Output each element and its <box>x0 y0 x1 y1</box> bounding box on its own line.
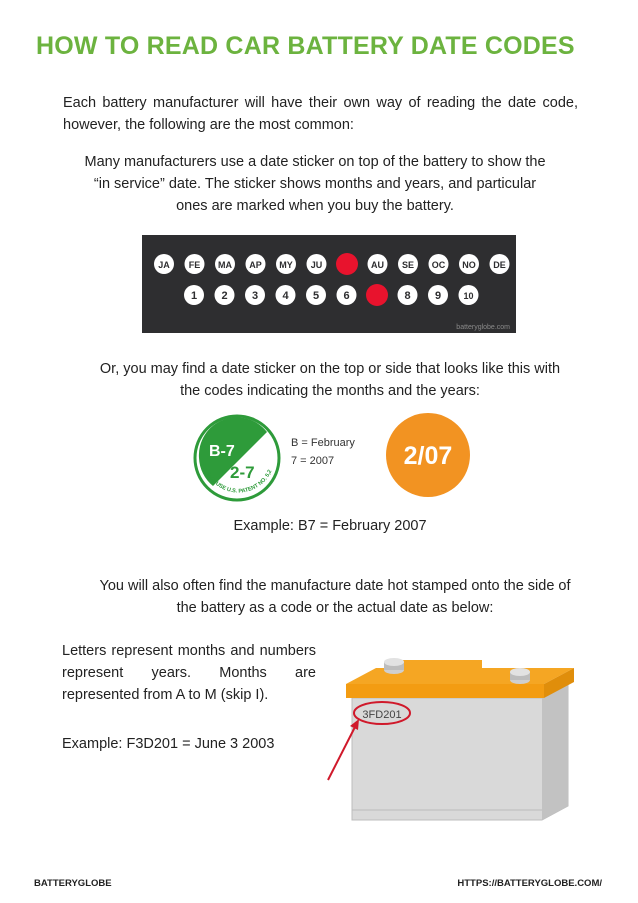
month-year-sticker-image <box>142 235 516 333</box>
circle-patent-text: MAY USE U.S. PATENT NO. 5,2 <box>205 469 274 495</box>
month-label: OC <box>431 260 446 270</box>
b7-circle-sticker <box>193 414 281 507</box>
month-label: FE <box>188 260 201 270</box>
battery-illustration <box>322 640 582 840</box>
sticker-example: Example: B7 = February 2007 <box>233 518 427 534</box>
page-title: HOW TO READ CAR BATTERY DATE CODES <box>36 32 575 60</box>
year-label: 10 <box>463 291 474 301</box>
hot-stamp-description: You will also often find the manufacture date hot stamped onto the side of the battery as a code or the actual date as below: <box>99 578 571 616</box>
orange-date-sticker <box>385 412 471 503</box>
circle-bottom-code: 2-7 <box>230 463 255 482</box>
month-label: AU <box>371 260 384 270</box>
circle-top-code: B-7 <box>209 443 235 460</box>
month-label: NO <box>462 260 476 270</box>
year-label: 5 <box>312 290 320 302</box>
year-label: 6 <box>343 290 350 302</box>
legend-year: 7 = 2007 <box>291 455 335 467</box>
year-label: 4 <box>282 290 289 302</box>
month-label: JA <box>158 260 170 270</box>
year-label: 1 <box>190 290 198 302</box>
intro-paragraph: Each battery manufacturer will have their own way of reading the date code, however, the following are the most common: <box>63 95 578 133</box>
battery-stamp-code: 3FD201 <box>362 709 402 721</box>
month-label: MY <box>279 260 293 270</box>
month-label: AP <box>249 260 262 270</box>
year-marked-dot <box>366 284 388 306</box>
orange-sticker-label: 2/07 <box>403 442 453 470</box>
sticker-watermark: batteryglobe.com <box>456 324 510 331</box>
year-label: 8 <box>404 290 411 302</box>
footer-brand: BATTERYGLOBE <box>34 878 112 889</box>
year-label: 9 <box>434 290 442 302</box>
month-label: SE <box>401 260 415 270</box>
letters-explanation: Letters represent months and numbers represent years. Months are represented from A to M (skip I). <box>62 643 316 703</box>
sticker-legend <box>291 434 355 470</box>
year-label: 3 <box>251 290 259 302</box>
stamp-example: Example: F3D201 = June 3 2003 <box>62 736 275 752</box>
month-label: DE <box>493 260 506 270</box>
month-marked-dot <box>336 253 358 275</box>
month-label: MA <box>218 260 232 270</box>
month-label: JU <box>310 260 323 270</box>
legend-month: B = February <box>291 437 355 449</box>
side-sticker-description: Or, you may find a date sticker on the top or side that looks like this with the codes indicating the months and the years: <box>99 361 561 399</box>
year-label: 2 <box>221 290 228 302</box>
sticker-description: Many manufacturers use a date sticker on top of the battery to show the “in service” date. The sticker shows months and years, and particular ones are marked when you buy the battery. <box>84 154 546 214</box>
footer-url[interactable]: HTTPS://BATTERYGLOBE.COM/ <box>457 878 602 889</box>
